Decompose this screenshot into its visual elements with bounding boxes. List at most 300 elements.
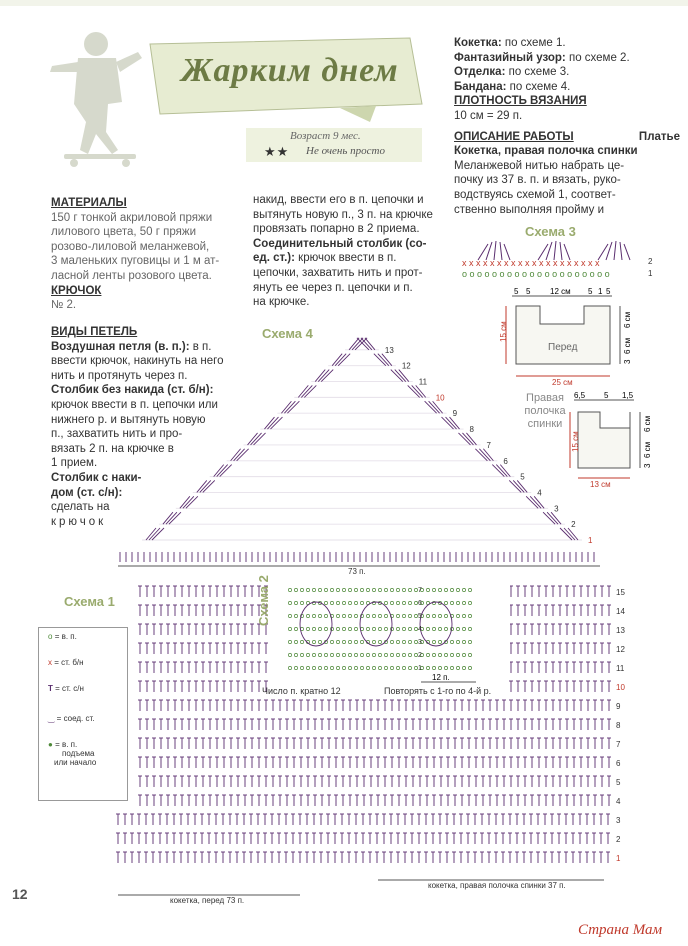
- schema1-stitch: [138, 757, 142, 768]
- schema1-stitch: [551, 719, 555, 730]
- density-heading: ПЛОТНОСТЬ ВЯЗАНИЯ: [454, 95, 587, 108]
- schema1-stitch: [235, 833, 239, 844]
- schema1-stitch: [551, 738, 555, 749]
- schema1-stitch: [173, 586, 177, 597]
- schema1-stitch: [516, 662, 520, 673]
- schema1-stitch: [453, 776, 457, 787]
- schema1-stitch: [564, 814, 568, 825]
- schema1-stitch: [432, 700, 436, 711]
- schema1-stitch: [166, 700, 170, 711]
- schema1-stitch: [270, 833, 274, 844]
- schema1-stitch: [340, 814, 344, 825]
- schema1-stitch: [284, 814, 288, 825]
- schema1-stitch: [473, 814, 477, 825]
- schema1-stitch: [144, 814, 148, 825]
- schema1-stitch: [410, 833, 414, 844]
- schema1-stitch: [347, 833, 351, 844]
- schema1-stitch: [215, 681, 219, 692]
- schema1-stitch: [215, 662, 219, 673]
- schema2-chain: [294, 666, 297, 669]
- schema1-row-label: 12: [616, 645, 625, 654]
- schema1-stitch: [222, 643, 226, 654]
- schema1-stitch: [236, 795, 240, 806]
- schema1-stitch: [501, 852, 505, 863]
- schema1-stitch: [495, 700, 499, 711]
- schema1-stitch: [543, 852, 547, 863]
- schema2-chain: [384, 614, 387, 617]
- schema1-stitch: [558, 605, 562, 616]
- schema1-stitch: [572, 681, 576, 692]
- schema1-stitch: [494, 852, 498, 863]
- schema1-stitch: [369, 757, 373, 768]
- schema1-stitch: [488, 776, 492, 787]
- schema1-stitch: [467, 795, 471, 806]
- schema1-stitch: [397, 776, 401, 787]
- schema1-stitch: [466, 833, 470, 844]
- schema1-stitch: [537, 605, 541, 616]
- legend-chain: o = в. п.: [48, 632, 77, 641]
- schema1-stitch: [243, 643, 247, 654]
- schema1-stitch: [466, 852, 470, 863]
- schema2-chain: [378, 640, 381, 643]
- schema1-stitch: [523, 624, 527, 635]
- schema1-stitch: [578, 852, 582, 863]
- schema1-row-label: 5: [616, 778, 621, 787]
- schema1-stitch: [228, 852, 232, 863]
- schema1-stitch: [544, 662, 548, 673]
- schema1-stitch: [250, 586, 254, 597]
- schema1-stitch: [537, 795, 541, 806]
- schema1-stitch: [319, 852, 323, 863]
- schema2-chain: [390, 640, 393, 643]
- schema1-stitch: [285, 795, 289, 806]
- schema1-stitch: [516, 795, 520, 806]
- schema2-row-label: 2: [418, 652, 422, 659]
- schema1-stitch: [600, 700, 604, 711]
- schema1-stitch: [159, 643, 163, 654]
- schema1-stitch: [298, 814, 302, 825]
- schema1-stitch: [361, 833, 365, 844]
- schema1-stitch: [228, 833, 232, 844]
- schema1-stitch: [341, 757, 345, 768]
- front-dim: 5: [606, 287, 611, 296]
- schema1-stitch: [215, 700, 219, 711]
- schema1-stitch: [515, 833, 519, 844]
- schema2-chain: [378, 614, 381, 617]
- schema1-stitch: [299, 757, 303, 768]
- schema1-stitch: [250, 738, 254, 749]
- schema1-stitch: [166, 624, 170, 635]
- schema1-stitch: [305, 814, 309, 825]
- schema1-stitch: [299, 738, 303, 749]
- schema1-stitch: [509, 681, 513, 692]
- schema2-chain: [444, 588, 447, 591]
- schema1-stitch: [606, 833, 610, 844]
- schema2-chain: [324, 601, 327, 604]
- schema1-stitch: [488, 795, 492, 806]
- schema2-chain: [300, 653, 303, 656]
- schema1-stitch: [334, 700, 338, 711]
- schema2-chain: [306, 653, 309, 656]
- schema4-row-label: 7: [486, 440, 491, 450]
- schema1-stitch: [145, 738, 149, 749]
- schema1-stitch: [572, 624, 576, 635]
- schema1-stitch: [362, 738, 366, 749]
- schema1-stitch: [250, 719, 254, 730]
- schema1-stitch: [453, 738, 457, 749]
- schema2-chain: [450, 588, 453, 591]
- schema2-chart: [286, 584, 486, 688]
- schema1-stitch: [600, 624, 604, 635]
- schema2-chain: [438, 666, 441, 669]
- schema1-stitch: [607, 757, 611, 768]
- schema1-stitch: [523, 586, 527, 597]
- schema1-stitch: [607, 662, 611, 673]
- schema2-chain: [402, 653, 405, 656]
- schema1-stitch: [586, 719, 590, 730]
- schema2-chain: [342, 666, 345, 669]
- schema1-stitch: [250, 795, 254, 806]
- schema1-stitch: [432, 738, 436, 749]
- schema1-stitch: [180, 605, 184, 616]
- schema1-stitch: [319, 814, 323, 825]
- schema2-chain: [450, 601, 453, 604]
- schema1-stitch: [551, 795, 555, 806]
- schema2-chain: [324, 588, 327, 591]
- schema1-stitch: [453, 700, 457, 711]
- schema1-stitch: [586, 624, 590, 635]
- middle-line: цепочки, захватить нить и прот-: [253, 266, 423, 279]
- schema1-stitch: [516, 586, 520, 597]
- middle-line: Соединительный столбик (со-: [253, 237, 427, 250]
- schema2-chain: [402, 627, 405, 630]
- schema1-stitch: [257, 719, 261, 730]
- schema4-chart: [100, 330, 640, 578]
- schema1-stitch: [222, 605, 226, 616]
- schema4-row-label: 5: [520, 472, 525, 482]
- schema2-chain: [354, 614, 357, 617]
- schema1-stitch: [600, 795, 604, 806]
- schema2-chain: [336, 640, 339, 643]
- schema1-stitch: [285, 738, 289, 749]
- schema2-note-right: Повторять с 1-го по 4-й р.: [384, 686, 492, 696]
- schema1-row-label: 7: [616, 740, 621, 749]
- schema1-stitch: [600, 586, 604, 597]
- schema1-stitch: [180, 757, 184, 768]
- schema1-stitch: [221, 833, 225, 844]
- schema1-stitch: [404, 738, 408, 749]
- middle-text: [253, 193, 449, 310]
- schema1-stitch: [355, 776, 359, 787]
- schema1-stitch: [236, 776, 240, 787]
- schema1-stitch: [243, 586, 247, 597]
- schema1-stitch: [250, 662, 254, 673]
- schema2-chain: [372, 653, 375, 656]
- schema1-stitch: [550, 852, 554, 863]
- schema1-stitch: [593, 700, 597, 711]
- schema1-row-label: 15: [616, 588, 625, 597]
- schema1-stitch: [201, 776, 205, 787]
- schema1-stitch: [208, 719, 212, 730]
- schema2-row-label: 1: [418, 665, 422, 672]
- schema1-stitch: [152, 719, 156, 730]
- schema1-stitch: [138, 586, 142, 597]
- schema1-stitch: [530, 757, 534, 768]
- schema1-stitch: [558, 719, 562, 730]
- schema2-chain: [336, 588, 339, 591]
- schema1-stitch: [221, 814, 225, 825]
- schema1-stitch: [368, 833, 372, 844]
- schema2-chain: [438, 653, 441, 656]
- schema1-stitch: [389, 852, 393, 863]
- schema1-stitch: [348, 719, 352, 730]
- schema1-stitch: [550, 814, 554, 825]
- schema1-stitch: [243, 662, 247, 673]
- schema1-stitch: [278, 700, 282, 711]
- schema1-stitch: [173, 700, 177, 711]
- schema1-stitch: [264, 776, 268, 787]
- schema1-stitch: [551, 586, 555, 597]
- schema2-chain: [342, 653, 345, 656]
- schema1-stitch: [194, 719, 198, 730]
- schema2-chain: [390, 588, 393, 591]
- schema1-stitch: [299, 700, 303, 711]
- schema4-row-label: 4: [537, 488, 542, 498]
- stitch-line: Столбик без накида (ст. б/н):: [51, 384, 214, 397]
- schema1-stitch: [390, 738, 394, 749]
- schema1-stitch: [586, 795, 590, 806]
- schema1-stitch: [424, 814, 428, 825]
- schema1-stitch: [425, 719, 429, 730]
- schema2-chain: [348, 588, 351, 591]
- schema1-stitch: [516, 605, 520, 616]
- schema1-stitch: [432, 757, 436, 768]
- schema2-row-label: 3: [418, 639, 422, 646]
- schema2-chain: [432, 614, 435, 617]
- schema1-stitch: [515, 852, 519, 863]
- schema1-stitch: [264, 795, 268, 806]
- schema1-stitch: [600, 643, 604, 654]
- schema1-stitch: [229, 757, 233, 768]
- schema1-stitch: [200, 852, 204, 863]
- schema1-stitch: [376, 795, 380, 806]
- schema1-stitch: [516, 776, 520, 787]
- schema1-stitch: [292, 776, 296, 787]
- schema1-stitch: [593, 643, 597, 654]
- schema1-stitch: [250, 605, 254, 616]
- schema1-stitch: [215, 624, 219, 635]
- materials-line: розово-лиловой меланжевой,: [51, 240, 210, 253]
- schema1-stitch: [187, 795, 191, 806]
- schema2-chain: [468, 666, 471, 669]
- hook-heading: КРЮЧОК: [51, 284, 102, 297]
- schema1-stitch: [243, 681, 247, 692]
- schema1-stitch: [593, 776, 597, 787]
- schema1-stitch: [208, 795, 212, 806]
- schema3-row-2: 2: [648, 257, 653, 266]
- schema1-stitch: [151, 833, 155, 844]
- schema1-stitch: [418, 776, 422, 787]
- schema1-stitch: [551, 681, 555, 692]
- materials-section: [51, 196, 241, 313]
- materials-line: 3 маленьких пуговицы и 1 м ат-: [51, 255, 220, 268]
- schema2-chain: [348, 601, 351, 604]
- schema1-stitch: [600, 605, 604, 616]
- schema2-chain: [438, 614, 441, 617]
- schema2-chain: [444, 666, 447, 669]
- schema1-stitch: [397, 738, 401, 749]
- schema2-chain: [432, 666, 435, 669]
- stitch-line: Воздушная петля (в. п.): в п.: [51, 340, 212, 353]
- schema1-stitch: [263, 833, 267, 844]
- schema2-chain: [378, 627, 381, 630]
- schema1-stitch: [607, 605, 611, 616]
- schema1-stitch: [256, 852, 260, 863]
- schema1-stitch: [138, 681, 142, 692]
- back-right-dim: 3: [643, 463, 652, 468]
- schema1-stitch: [242, 833, 246, 844]
- schema1-stitch: [586, 643, 590, 654]
- materials-line: лилового цвета, 50 г пряжи: [51, 226, 196, 239]
- schema1-stitch: [151, 852, 155, 863]
- schema1-stitch: [432, 719, 436, 730]
- schema1-stitch: [572, 700, 576, 711]
- schema1-stitch: [551, 624, 555, 635]
- schema1-stitch: [607, 738, 611, 749]
- right-column: [454, 36, 680, 217]
- schema1-stitch: [152, 643, 156, 654]
- stitch-line: крючок: [51, 515, 107, 528]
- schema1-stitch: [599, 852, 603, 863]
- schema1-stitch: [158, 814, 162, 825]
- schema1-stitch: [600, 776, 604, 787]
- schema1-stitch: [368, 814, 372, 825]
- schema1-stitch: [494, 833, 498, 844]
- schema1-stitch: [312, 814, 316, 825]
- schema2-chain: [336, 653, 339, 656]
- schema1-stitch: [586, 700, 590, 711]
- schema1-stitch: [362, 719, 366, 730]
- schema1-stitch: [306, 795, 310, 806]
- schema2-chain: [354, 627, 357, 630]
- front-dim: 12 см: [550, 287, 571, 296]
- schema2-chain: [462, 653, 465, 656]
- schema1-stitch: [152, 757, 156, 768]
- schema2-chain: [354, 653, 357, 656]
- schema1-stitch: [229, 681, 233, 692]
- schema1-stitch: [229, 700, 233, 711]
- schema1-stitch: [166, 586, 170, 597]
- schema1-stitch: [557, 814, 561, 825]
- schema1-row-label: 4: [616, 797, 621, 806]
- schema1-stitch: [327, 776, 331, 787]
- schema1-stitch: [404, 776, 408, 787]
- schema1-stitch: [271, 776, 275, 787]
- schema1-stitch: [159, 700, 163, 711]
- schema1-stitch: [480, 852, 484, 863]
- schema1-row-label: 3: [616, 816, 621, 825]
- schema1-stitch: [502, 700, 506, 711]
- schema1-stitch: [208, 681, 212, 692]
- schema1-stitch: [236, 700, 240, 711]
- schema1-stitch: [529, 852, 533, 863]
- schema1-stitch: [229, 624, 233, 635]
- schema1-stitch: [565, 738, 569, 749]
- schema1-stitch: [187, 624, 191, 635]
- schema1-stitch: [201, 681, 205, 692]
- schema1-stitch: [299, 719, 303, 730]
- schema1-stitch: [418, 700, 422, 711]
- schema1-stitch: [516, 624, 520, 635]
- schema1-stitch: [222, 719, 226, 730]
- watermark: Страна Мам: [578, 922, 663, 938]
- schema1-stitch: [179, 833, 183, 844]
- schema1-stitch: [376, 757, 380, 768]
- middle-line: януть ее через п. цепочки и п.: [253, 281, 413, 294]
- schema1-stitch: [138, 662, 142, 673]
- schema1-stitch: [243, 757, 247, 768]
- schema4-count: 73 п.: [348, 567, 366, 576]
- schema1-stitch: [166, 681, 170, 692]
- schema2-chain: [384, 588, 387, 591]
- schema1-stitch: [123, 814, 127, 825]
- schema1-stitch: [383, 795, 387, 806]
- schema1-stitch: [236, 681, 240, 692]
- schema1-stitch: [200, 814, 204, 825]
- schema1-stitch: [579, 643, 583, 654]
- schema1-stitch: [417, 833, 421, 844]
- schema1-stitch: [340, 833, 344, 844]
- schema1-stitch: [502, 738, 506, 749]
- schema2-chain: [432, 588, 435, 591]
- schema2-chain: [372, 666, 375, 669]
- schema1-stitch: [152, 586, 156, 597]
- schema1-stitch: [544, 586, 548, 597]
- schema2-chain: [312, 614, 315, 617]
- work-line: ственно выполняя пройму и: [454, 203, 604, 216]
- schema1-stitch: [509, 700, 513, 711]
- schema1-stitch: [474, 719, 478, 730]
- schema1-stitch: [544, 700, 548, 711]
- schema1-stitch: [446, 757, 450, 768]
- schema1-stitch: [530, 738, 534, 749]
- schema1-stitch: [201, 624, 205, 635]
- schema2-chain: [324, 653, 327, 656]
- schema1-stitch: [264, 719, 268, 730]
- schema1-stitch: [572, 605, 576, 616]
- schema1-stitch: [180, 624, 184, 635]
- schema4-title: Схема 4: [262, 326, 313, 341]
- schema1-stitch: [390, 757, 394, 768]
- schema1-stitch: [333, 833, 337, 844]
- schema1-stitch: [467, 738, 471, 749]
- schema1-stitch: [537, 624, 541, 635]
- schema1-stitch: [607, 643, 611, 654]
- front-label: Перед: [548, 342, 578, 353]
- schema2-chain: [456, 666, 459, 669]
- schema1-stitch: [208, 586, 212, 597]
- schema1-stitch: [425, 795, 429, 806]
- schema2-chain: [408, 614, 411, 617]
- back-dim: 6,5: [574, 391, 586, 400]
- schema1-stitch: [236, 719, 240, 730]
- schema1-stitch: [606, 814, 610, 825]
- schema1-stitch: [579, 757, 583, 768]
- schema1-stitch: [509, 738, 513, 749]
- schema1-stitch: [558, 795, 562, 806]
- schema1-stitch: [187, 757, 191, 768]
- schema2-chain: [330, 588, 333, 591]
